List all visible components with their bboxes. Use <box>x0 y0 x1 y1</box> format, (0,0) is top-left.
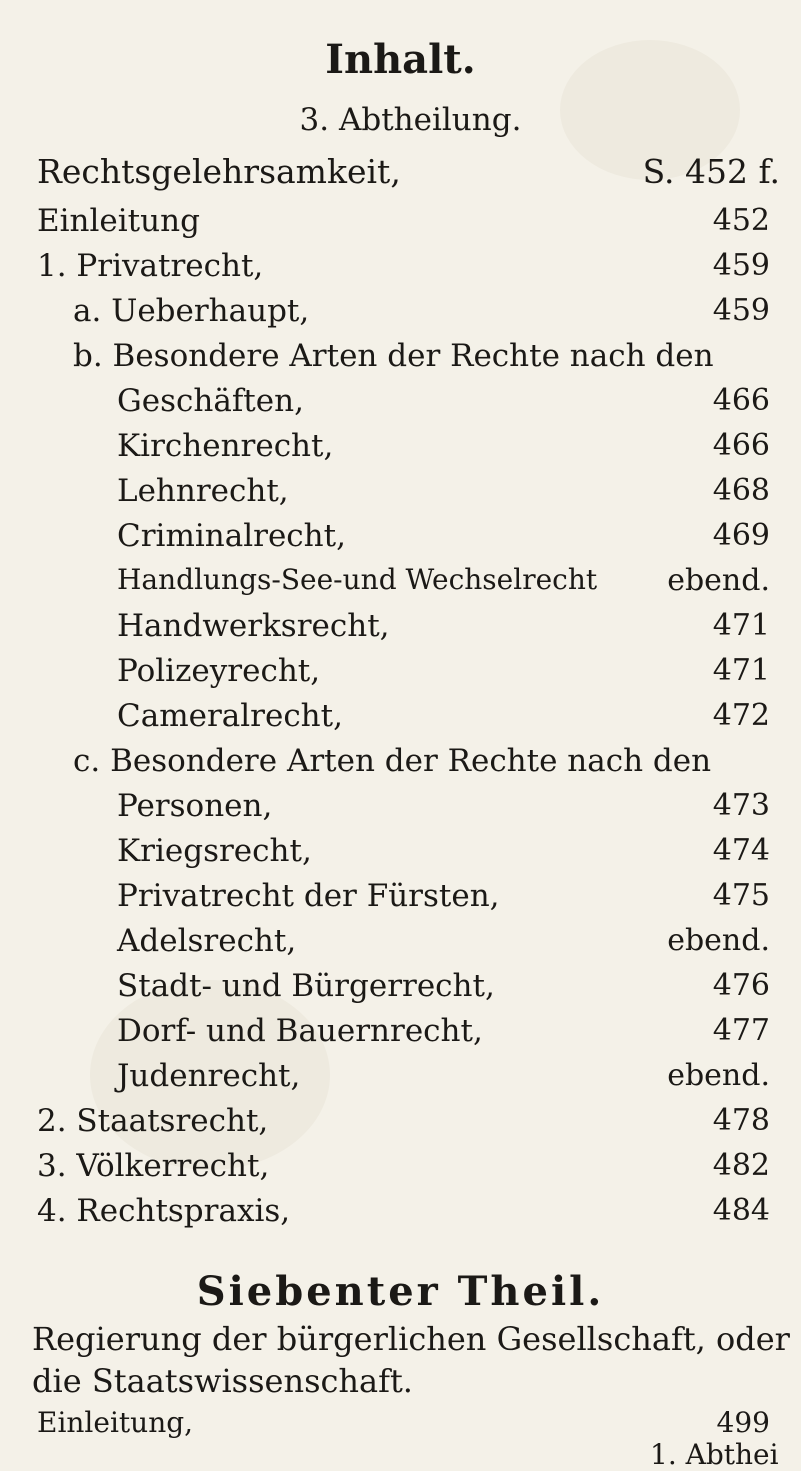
catchword: 1. Abthei <box>650 1438 779 1471</box>
toc-entry-page: ebend. <box>667 1058 770 1093</box>
toc-entry-label: 4. Rechtspraxis, <box>37 1193 291 1229</box>
toc-entry-label: 3. Völkerrecht, <box>37 1148 270 1184</box>
toc-entry-page: 459 <box>712 293 770 328</box>
toc-entry-page: 475 <box>712 878 770 913</box>
toc-entry-page: 484 <box>712 1193 770 1228</box>
toc-entry-label: Kriegsrecht, <box>117 833 312 869</box>
toc-entry-label: Dorf- und Bauernrecht, <box>117 1013 483 1049</box>
toc-entry-label: a. Ueberhaupt, <box>73 293 310 329</box>
toc-entry-label: Kirchenrecht, <box>117 428 334 464</box>
toc-entry-page: 472 <box>712 698 770 733</box>
intro-page: 499 <box>716 1406 770 1439</box>
toc-entry-label: Criminalrecht, <box>117 518 346 554</box>
toc-entry-label: c. Besondere Arten der Rechte nach den <box>73 743 712 779</box>
toc-entry-label: Stadt- und Bürgerrecht, <box>117 968 495 1004</box>
toc-entry-page: 471 <box>712 653 770 688</box>
page-title: Inhalt. <box>325 36 476 83</box>
section-title: Rechtsgelehrsamkeit, <box>37 152 401 191</box>
toc-entry-label: Lehnrecht, <box>117 473 289 509</box>
toc-entry-label: 1. Privatrecht, <box>37 248 264 284</box>
toc-entry-page: 466 <box>712 428 770 463</box>
toc-entry-page: 471 <box>712 608 770 643</box>
toc-entry-page: 473 <box>712 788 770 823</box>
part-subtitle-line-2: die Staatswissenschaft. <box>32 1362 413 1400</box>
intro-label: Einleitung, <box>37 1406 194 1439</box>
toc-entry-label: Adelsrecht, <box>117 923 297 959</box>
toc-entry-page: 482 <box>712 1148 770 1183</box>
toc-entry-label: Handwerksrecht, <box>117 608 390 644</box>
toc-entry-page: 478 <box>712 1103 770 1138</box>
toc-entry-page: 468 <box>712 473 770 508</box>
toc-entry-label: Judenrecht, <box>117 1058 301 1094</box>
toc-entry-label: Einleitung <box>37 203 200 239</box>
toc-entry-page: 476 <box>712 968 770 1003</box>
toc-entry-label: Privatrecht der Fürsten, <box>117 878 500 914</box>
toc-entry-label: b. Besondere Arten der Rechte nach den <box>73 338 714 374</box>
toc-entry-page: 474 <box>712 833 770 868</box>
toc-entry-label: Cameralrecht, <box>117 698 343 734</box>
toc-entry-page: ebend. <box>667 923 770 958</box>
toc-entry-label: 2. Staatsrecht, <box>37 1103 269 1139</box>
toc-entry-label: Geschäften, <box>117 383 304 419</box>
toc-entry-page: 466 <box>712 383 770 418</box>
division-heading: 3. Abtheilung. <box>299 102 522 138</box>
toc-entry-page: 477 <box>712 1013 770 1048</box>
toc-entry-page: 452 <box>712 203 770 238</box>
part-subtitle-line-1: Regierung der bürgerlichen Gesellschaft, oder <box>32 1320 790 1358</box>
toc-entry-label: Polizeyrecht, <box>117 653 321 689</box>
part-title: Siebenter Theil. <box>196 1268 605 1315</box>
toc-entry-page: 459 <box>712 248 770 283</box>
toc-entry-label: Personen, <box>117 788 273 824</box>
toc-entry-page: ebend. <box>667 563 770 598</box>
toc-entry-page: 469 <box>712 518 770 553</box>
section-page: S. 452 f. <box>642 152 780 191</box>
toc-entry-label: Handlungs-See-und Wechselrecht <box>117 563 598 596</box>
